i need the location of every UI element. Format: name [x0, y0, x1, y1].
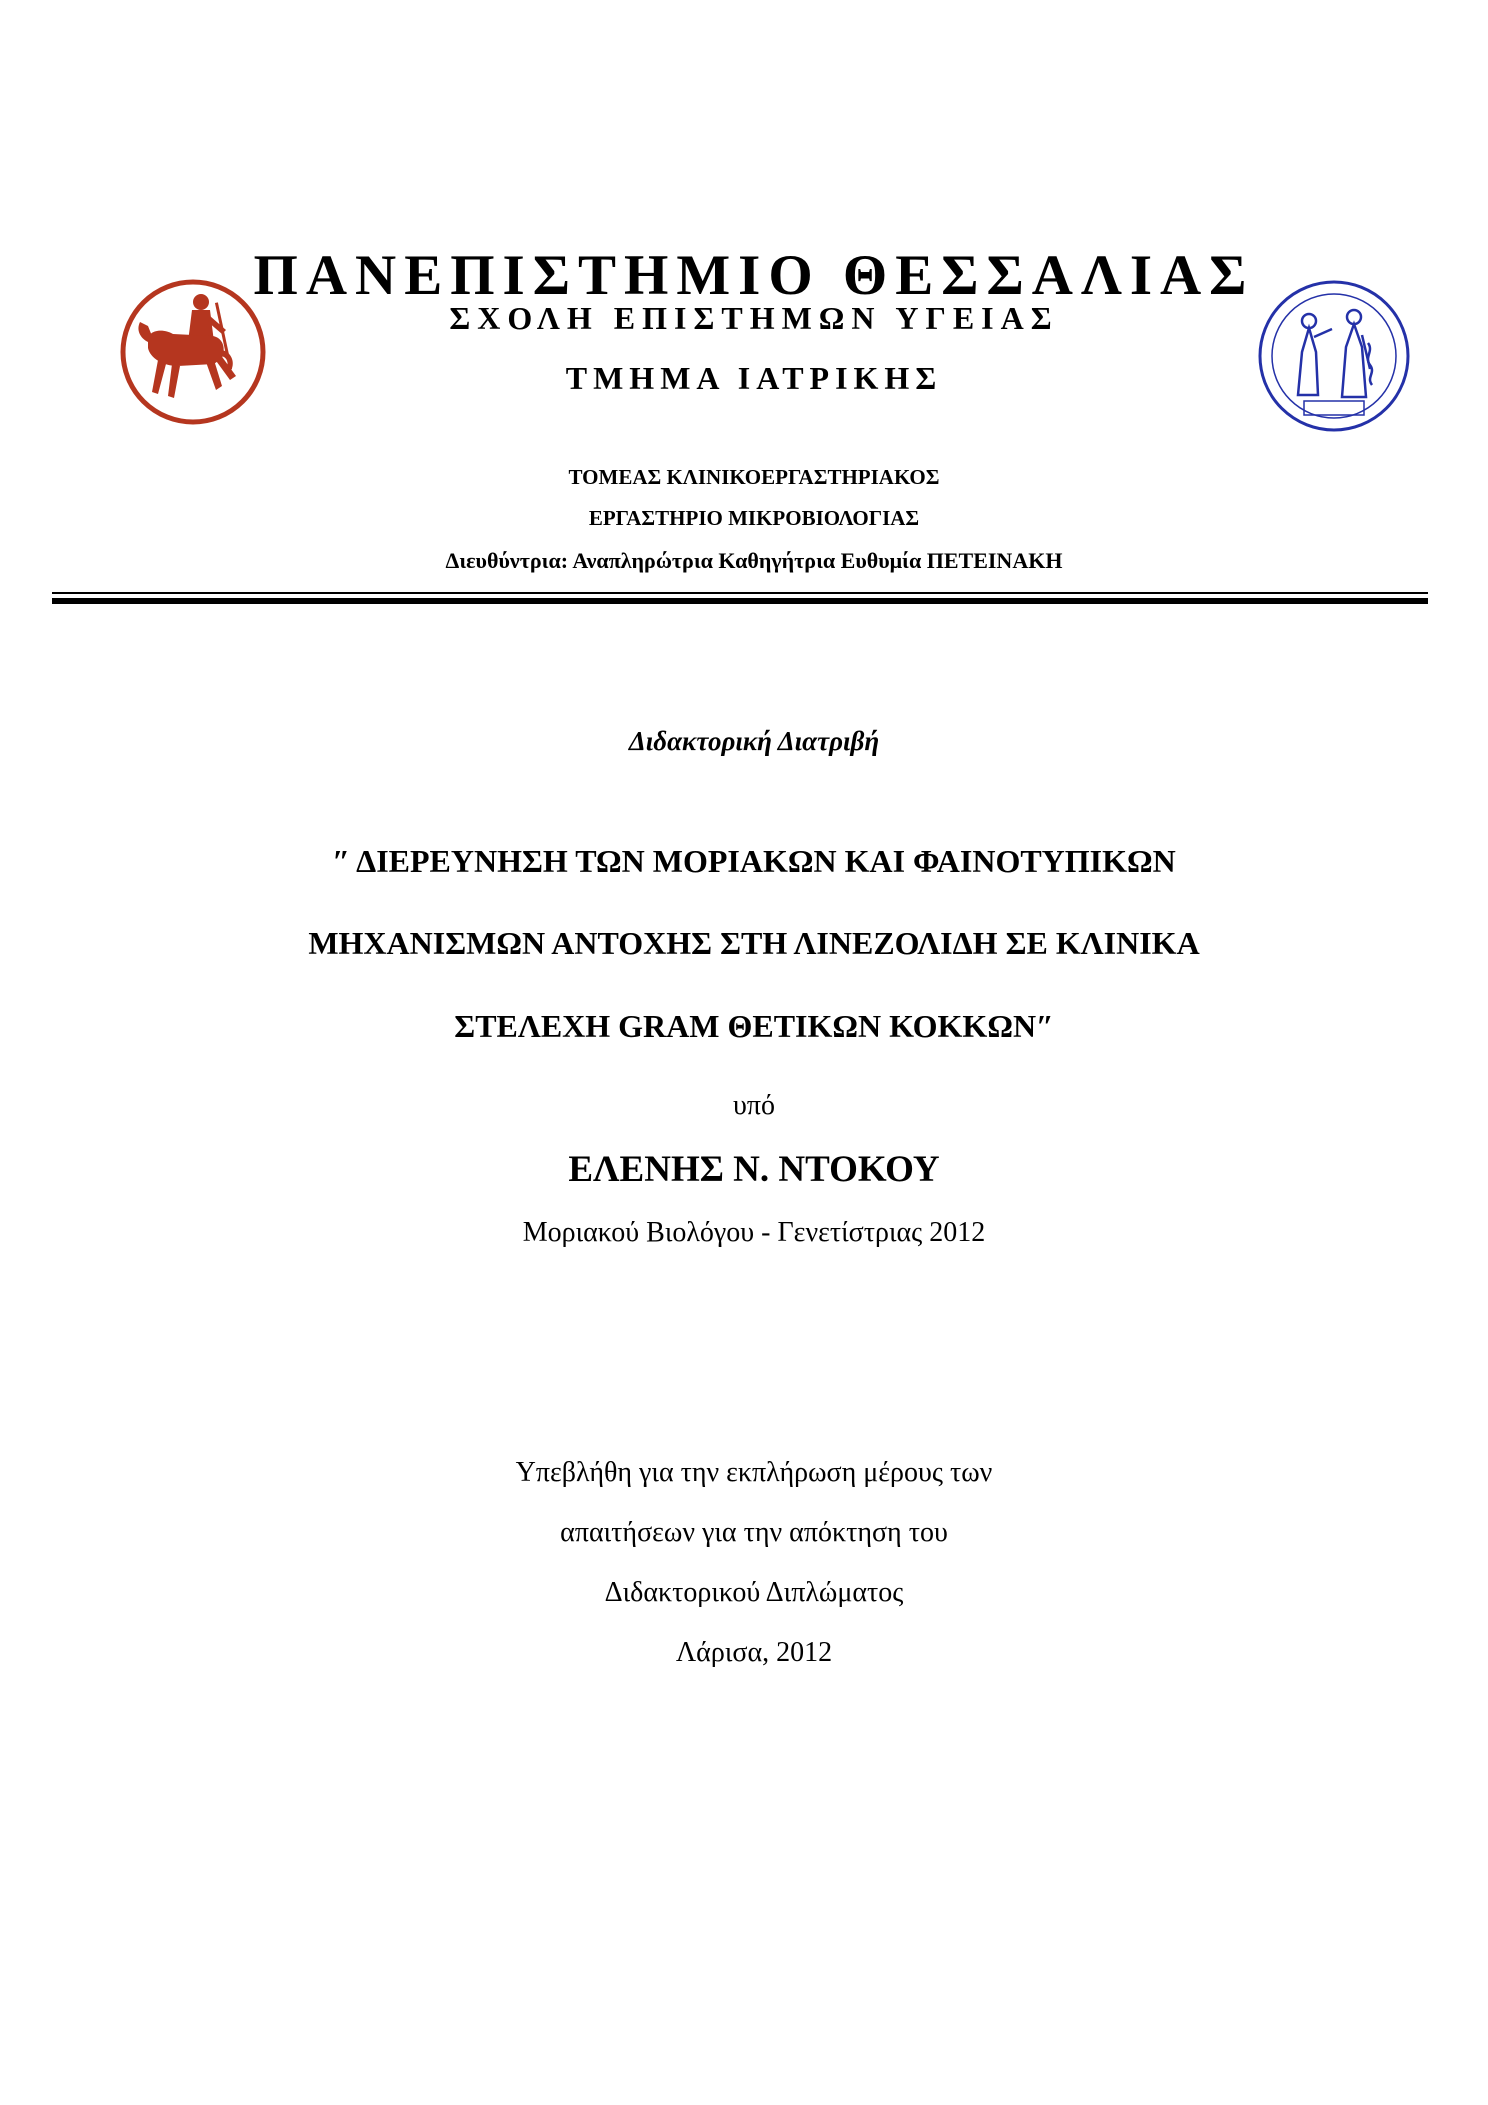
department-name: ΤΜΗΜΑ ΙΑΤΡΙΚΗΣ — [565, 360, 943, 396]
director-line: Διευθύντρια: Αναπληρώτρια Καθηγήτρια Ευθυμία ΠΕΤΕΙΝΑΚΗ — [445, 548, 1063, 573]
header-divider-thick — [52, 598, 1428, 604]
by-label: υπό — [733, 1090, 775, 1121]
author-description: Μοριακού Βιολόγου - Γενετίστριας 2012 — [522, 1217, 986, 1248]
place-date: Λάρισα, 2012 — [675, 1637, 833, 1668]
submission-line: Διδακτορικού Διπλώματος — [604, 1577, 904, 1608]
laboratory-name: ΕΡΓΑΣΤΗΡΙΟ ΜΙΚΡΟΒΙΟΛΟΓΙΑΣ — [588, 506, 920, 530]
thesis-type: Διδακτορική Διατριβή — [628, 726, 880, 756]
school-name: ΣΧΟΛΗ ΕΠΙΣΤΗΜΩΝ ΥΓΕΙΑΣ — [449, 300, 1059, 336]
submission-line: Υπεβλήθη για την εκπλήρωση μέρους των — [515, 1457, 993, 1488]
sector-name: ΤΟΜΕΑΣ ΚΛΙΝΙΚΟΕΡΓΑΣΤΗΡΙΑΚΟΣ — [568, 465, 940, 489]
thesis-title-line: ΣΤΕΛΕΧΗ GRAM ΘΕΤΙΚΩΝ ΚΟΚΚΩΝ″ — [454, 1008, 1054, 1044]
header-divider-thin — [52, 592, 1428, 594]
thesis-title-line: ″ ΔΙΕΡΕΥΝΗΣΗ ΤΩΝ ΜΟΡΙΑΚΩΝ ΚΑΙ ΦΑΙΝΟΤΥΠΙΚΩΝ — [332, 843, 1176, 879]
university-name: ΠΑΝΕΠΙΣΤΗΜΙΟ ΘΕΣΣΑΛΙΑΣ — [253, 244, 1255, 307]
submission-line: απαιτήσεων για την απόκτηση του — [560, 1517, 948, 1548]
thesis-title-line: ΜΗΧΑΝΙΣΜΩΝ ΑΝΤΟΧΗΣ ΣΤΗ ΛΙΝΕΖΟΛΙΔΗ ΣΕ ΚΛΙΝΙΚΑ — [308, 925, 1200, 961]
author-name: ΕΛΕΝΗΣ Ν. ΝΤΟΚΟΥ — [568, 1149, 940, 1190]
